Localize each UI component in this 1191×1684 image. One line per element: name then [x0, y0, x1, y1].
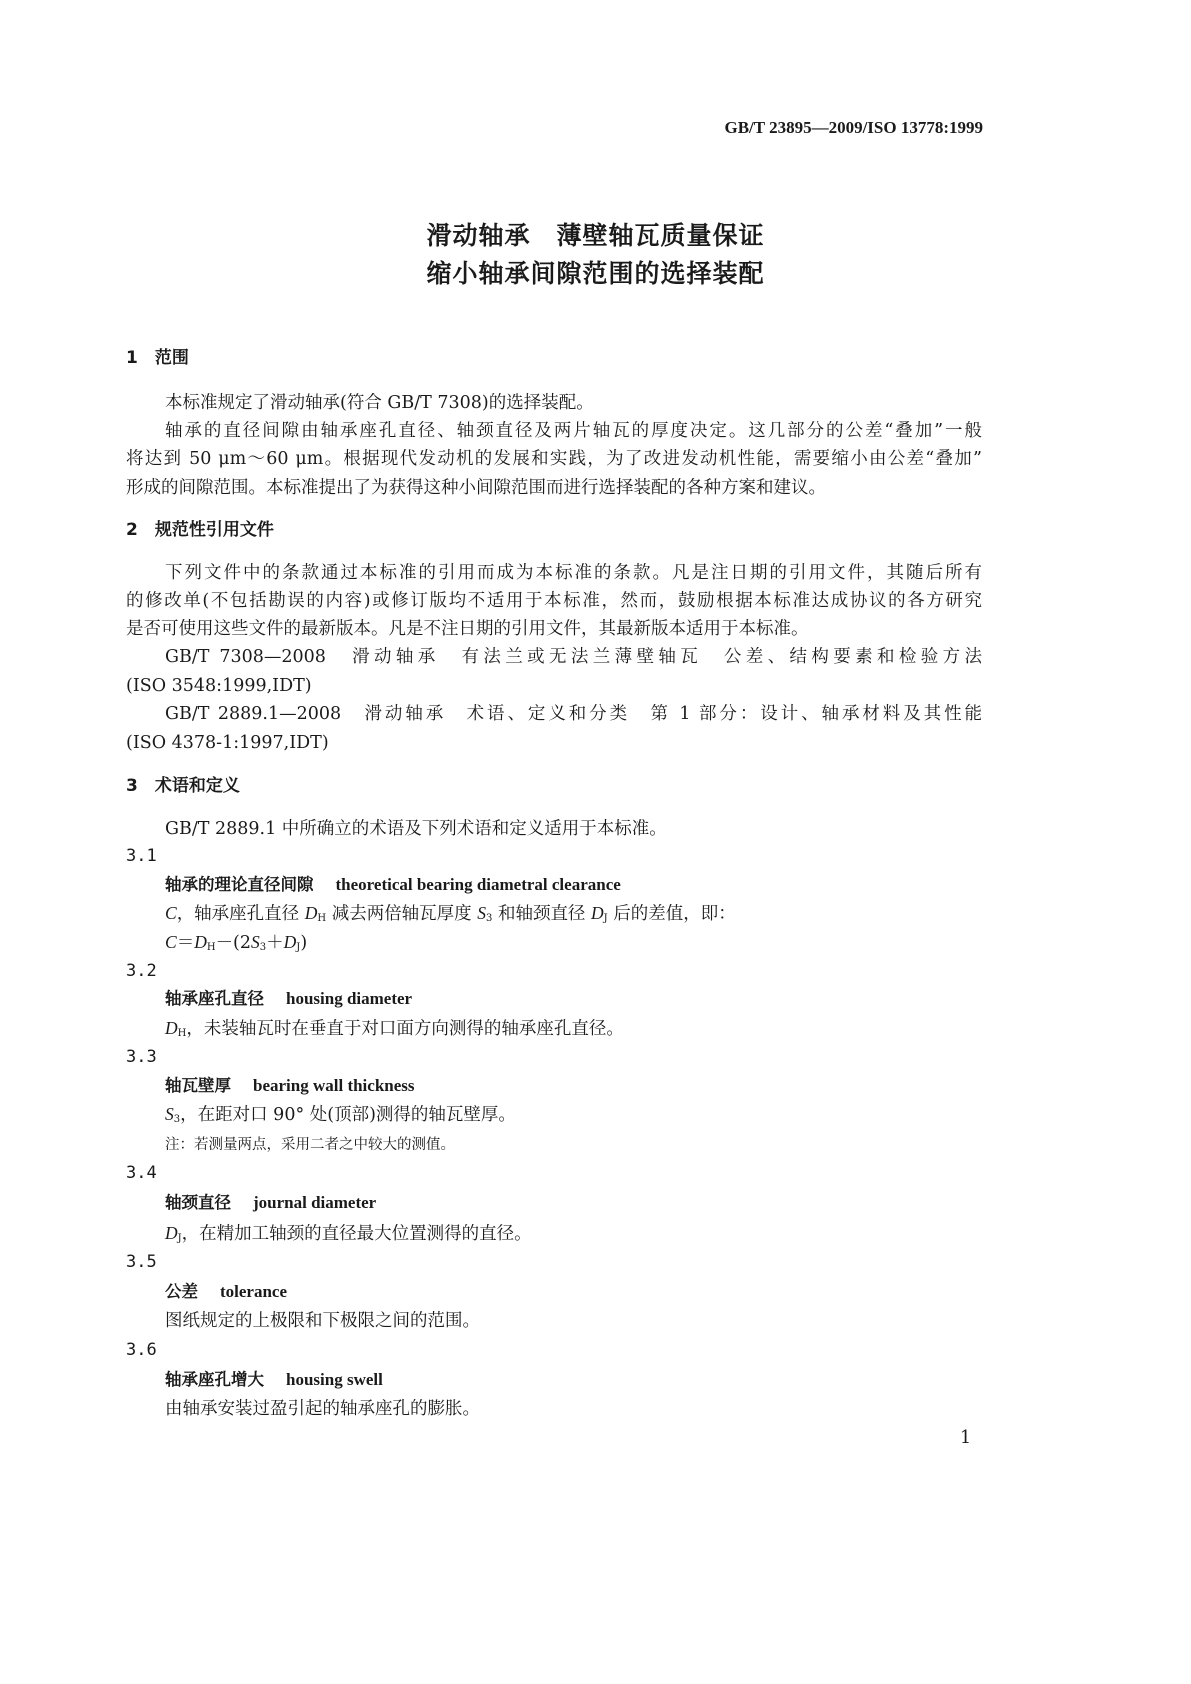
term-zh: 轴承座孔增大 — [165, 1370, 264, 1389]
symbol: S — [251, 932, 260, 952]
subscript: H — [206, 942, 216, 953]
subscript: 3 — [486, 913, 493, 924]
paragraph-line: 形成的间隙范围。本标准提出了为获得这种小间隙范围而进行选择装配的各种方案和建议。 — [126, 478, 826, 498]
subscript: 3 — [259, 942, 267, 953]
symbol: S — [477, 903, 486, 923]
term-number: 3.1 — [126, 846, 157, 866]
symbol: D — [194, 932, 207, 952]
paragraph-line: 的修改单(不包括勘误的内容)或修订版均不适用于本标准，然而，鼓励根据本标准达成协议的各方研究 — [126, 591, 982, 611]
term-zh: 轴承座孔直径 — [165, 989, 264, 1008]
reference-entry-cont: (ISO 4378-1:1997,IDT) — [126, 733, 329, 753]
term-title — [165, 873, 621, 897]
term-title — [165, 1074, 415, 1098]
text: ) — [300, 933, 308, 953]
paragraph-line: 是否可使用这些文件的最新版本。凡是不注日期的引用文件，其最新版本适用于本标准。 — [126, 619, 809, 639]
term-title — [165, 987, 412, 1011]
subscript: H — [177, 1028, 187, 1039]
term-zh: 轴颈直径 — [165, 1193, 231, 1212]
term-en: theoretical bearing diametral clearance — [335, 875, 621, 894]
symbol: C — [165, 903, 177, 923]
term-title — [165, 1280, 287, 1304]
text: 后的差值，即： — [607, 904, 736, 924]
paragraph-line: 将达到 50 μm～60 μm。根据现代发动机的发展和实践，为了改进发动机性能，需要缩小由公差“叠加” — [126, 449, 982, 469]
text: 和轴颈直径 — [492, 904, 592, 924]
paragraph-line: 下列文件中的条款通过本标准的引用而成为本标准的条款。凡是注日期的引用文件，其随后所有 — [165, 563, 982, 583]
term-number: 3.2 — [126, 961, 157, 981]
term-zh: 轴承的理论直径间隙 — [165, 875, 314, 894]
reference-entry-cont: (ISO 3548:1999,IDT) — [126, 676, 312, 696]
text: ，轴承座孔直径 — [176, 904, 305, 924]
subscript: H — [317, 913, 327, 924]
term-zh: 公差 — [165, 1282, 198, 1301]
text: －(2 — [215, 933, 252, 953]
section-1-heading: 1 范围 — [126, 348, 189, 368]
symbol: S — [165, 1104, 174, 1124]
text: ，在距对口 90° 处(顶部)测得的轴瓦壁厚。 — [180, 1105, 516, 1125]
paragraph-line: 轴承的直径间隙由轴承座孔直径、轴颈直径及两片轴瓦的厚度决定。这几部分的公差“叠加”一般 — [165, 421, 982, 441]
subscript: J — [296, 942, 301, 953]
text: ，未装轴瓦时在垂直于对口面方向测得的轴承座孔直径。 — [186, 1019, 624, 1039]
subscript: 3 — [173, 1114, 181, 1125]
text: 减去两倍轴瓦厚度 — [326, 904, 478, 924]
symbol: D — [283, 932, 297, 952]
term-number: 3.6 — [126, 1340, 157, 1360]
section-2-heading: 2 规范性引用文件 — [126, 520, 274, 540]
formula — [165, 930, 307, 960]
term-definition — [165, 1102, 516, 1132]
subscript: J — [603, 913, 608, 924]
reference-entry: GB/T 2889.1—2008 滑动轴承 术语、定义和分类 第 1 部分：设计、轴承材料及其性能 — [165, 704, 982, 724]
term-number: 3.3 — [126, 1047, 157, 1067]
term-definition — [165, 901, 736, 931]
term-zh: 轴瓦壁厚 — [165, 1076, 231, 1095]
text: ＋ — [266, 933, 284, 953]
term-en: housing diameter — [286, 989, 413, 1008]
reference-entry: GB/T 7308—2008 滑动轴承 有法兰或无法兰薄壁轴瓦 公差、结构要素和检验方法 — [165, 647, 982, 667]
term-title — [165, 1191, 376, 1215]
term-en: bearing wall thickness — [253, 1076, 415, 1095]
term-definition — [165, 1221, 532, 1251]
symbol: C — [165, 932, 177, 952]
subscript: J — [177, 1233, 182, 1244]
term-number: 3.4 — [126, 1163, 157, 1183]
text: ，在精加工轴颈的直径最大位置测得的直径。 — [181, 1224, 532, 1244]
term-en: tolerance — [220, 1282, 288, 1301]
symbol: D — [304, 903, 318, 923]
term-title — [165, 1368, 383, 1392]
symbol: D — [165, 1018, 178, 1038]
text: ＝ — [176, 933, 195, 953]
page-number: 1 — [960, 1428, 972, 1448]
document-title-line1: 滑动轴承 薄壁轴瓦质量保证 — [426, 221, 765, 250]
term-number: 3.5 — [126, 1252, 157, 1272]
symbol: D — [591, 903, 604, 923]
paragraph: 本标准规定了滑动轴承(符合 GB/T 7308)的选择装配。 — [165, 393, 594, 413]
term-definition — [165, 1016, 624, 1046]
term-en: journal diameter — [253, 1193, 377, 1212]
symbol: D — [165, 1223, 178, 1243]
term-definition: 由轴承安装过盈引起的轴承座孔的膨胀。 — [165, 1399, 480, 1419]
term-note: 注：若测量两点，采用二者之中较大的测值。 — [165, 1137, 455, 1153]
term-en: housing swell — [286, 1370, 383, 1389]
term-definition: 图纸规定的上极限和下极限之间的范围。 — [165, 1311, 480, 1331]
standard-code-header: GB/T 23895—2009/ISO 13778:1999 — [724, 118, 983, 137]
document-title-line2: 缩小轴承间隙范围的选择装配 — [426, 259, 765, 288]
paragraph: GB/T 2889.1 中所确立的术语及下列术语和定义适用于本标准。 — [165, 819, 667, 839]
section-3-heading: 3 术语和定义 — [126, 776, 240, 796]
